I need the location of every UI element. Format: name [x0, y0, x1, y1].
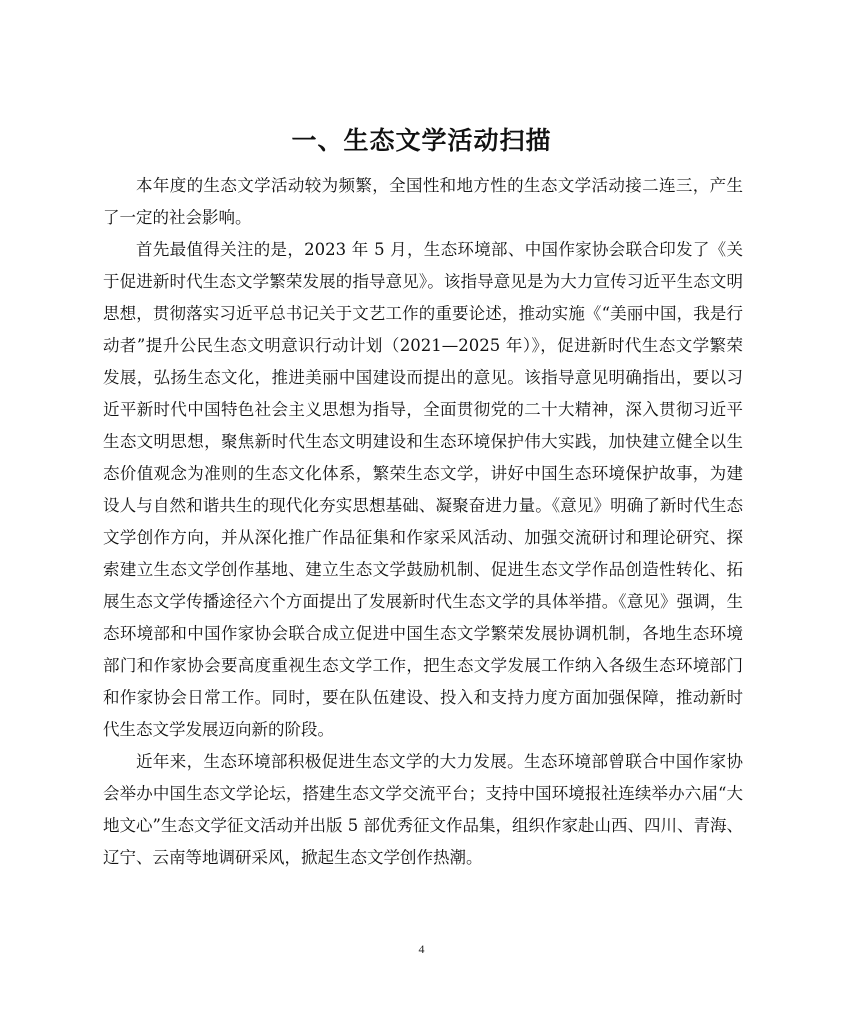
paragraph-intro: 本年度的生态文学活动较为频繁，全国性和地方性的生态文学活动接二连三，产生了一定的社会影响。 [103, 176, 743, 227]
page-number: 4 [418, 942, 425, 956]
paragraph-recent-years: 近年来，生态环境部积极促进生态文学的大力发展。生态环境部曾联合中国作家协会举办中国生态文学论坛，搭建生态文学交流平台；支持中国环境报社连续举办六届“大地文心”生态文学征文活动并出版 5 部优秀征文作品集，组织作家赴山西、四川、青海、辽宁、云南等地调研采风，掀起生态文学创作热潮。 [103, 752, 743, 867]
body-text [103, 170, 743, 874]
section-title: 一、生态文学活动扫描 [291, 125, 552, 155]
paragraph-guidance: 首先最值得关注的是，2023 年 5 月，生态环境部、中国作家协会联合印发了《关于促进新时代生态文学繁荣发展的指导意见》。该指导意见是为大力宣传习近平生态文明思想，贯彻落实习近平总书记关于文艺工作的重要论述，推动实施《“美丽中国，我是行动者”提升公民生态文明意识行动计划（2021—2025 年）》，促进新时代生态文学繁荣发展，弘扬生态文化，推进美丽中国建设而提出的意见。该指导意见明确指出，要以习近平新时代中国特色社会主义思想为指导，全面贯彻党的二十大精神，深入贯彻习近平生态文明思想，聚焦新时代生态文明建设和生态环境保护伟大实践，加快建立健全以生态价值观念为准则的生态文化体系，繁荣生态文学，讲好中国生态环境保护故事，为建设人与自然和谐共生的现代化夯实思想基础、凝聚奋进力量。《意见》明确了新时代生态文学创作方向，并从深化推广作品征集和作家采风活动、加强交流研讨和理论研究、探索建立生态文学创作基地、建立生态文学鼓励机制、促进生态文学作品创造性转化、拓展生态文学传播途径六个方面提出了发展新时代生态文学的具体举措。《意见》强调，生态环境部和中国作家协会联合成立促进中国生态文学繁荣发展协调机制，各地生态环境部门和作家协会要高度重视生态文学工作，把生态文学发展工作纳入各级生态环境部门和作家协会日常工作。同时，要在队伍建设、投入和支持力度方面加强保障，推动新时代生态文学发展迈向新的阶段。 [103, 240, 743, 739]
